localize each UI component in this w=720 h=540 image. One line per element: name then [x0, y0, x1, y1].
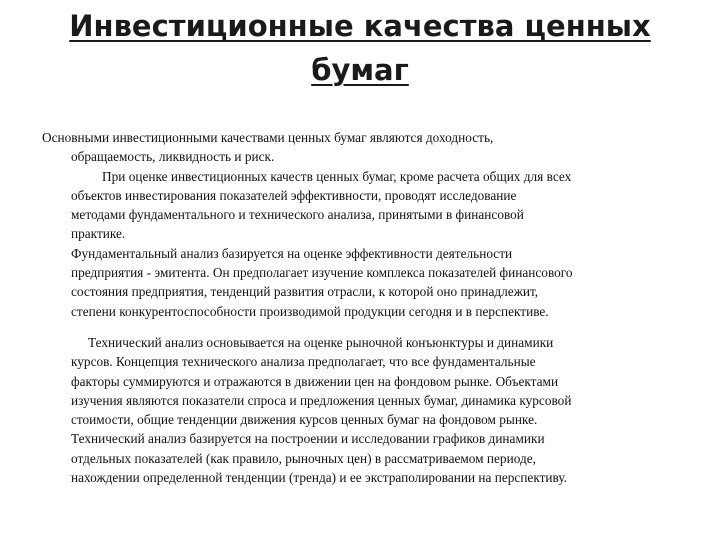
slide-title — [0, 4, 720, 92]
paragraph-spacer — [42, 321, 710, 333]
text-line: факторы суммируются и отражаются в движении цен на фондовом рынке. Объектами — [71, 373, 559, 389]
paragraph-fundamental-analysis — [42, 244, 710, 321]
text-line: методами фундаментального и технического анализа, принятыми в финансовой — [71, 207, 524, 223]
text-line: степени конкурентоспособности производимой продукции сегодня и в перспективе. — [71, 303, 549, 319]
paragraph-investment-qualities — [42, 128, 710, 167]
text-line: При оценке инвестиционных качеств ценных бумаг, кроме расчета общих для всех — [102, 168, 572, 184]
slide-title-line-1: Инвестиционные качества ценных — [69, 9, 651, 43]
text-line: Технический анализ основывается на оценке рыночной конъюнктуры и динамики — [88, 334, 554, 350]
text-line: отдельных показателей (как правило, рыночных цен) в рассматриваемом периоде, — [71, 450, 536, 466]
text-line: стоимости, общие тенденции движения курсов ценных бумаг на фондовом рынке. — [71, 412, 538, 428]
text-line: Фундаментальный анализ базируется на оценке эффективности деятельности — [71, 245, 513, 261]
paragraph-technical-analysis — [42, 333, 710, 487]
text-line: Основными инвестиционными качествами ценных бумаг являются доходность, — [42, 130, 494, 145]
text-line: нахождении определенной тенденции (тренда) и ее экстраполировании на перспективу. — [71, 470, 568, 486]
text-line: предприятия - эмитента. Он предполагает изучение комплекса показателей финансового — [71, 265, 573, 281]
paragraph-evaluation-methods — [42, 167, 710, 244]
text-line: изучения являются показатели спроса и предложения ценных бумаг, динамика курсовой — [71, 392, 572, 408]
text-line: практике. — [71, 226, 126, 242]
text-line: состояния предприятия, тенденций развития отрасли, к которой оно принадлежит, — [71, 284, 539, 300]
slide-title-line-2: бумаг — [311, 53, 409, 87]
text-line: Технический анализ базируется на построении и исследовании графиков динамики — [71, 431, 545, 447]
text-line: объектов инвестирования показателей эффективности, проводят исследование — [71, 187, 517, 203]
text-line: обращаемость, ликвидность и риск. — [71, 149, 275, 165]
slide-body — [42, 128, 710, 487]
text-line: курсов. Концепция технического анализа предполагает, что все фундаментальные — [71, 354, 536, 370]
